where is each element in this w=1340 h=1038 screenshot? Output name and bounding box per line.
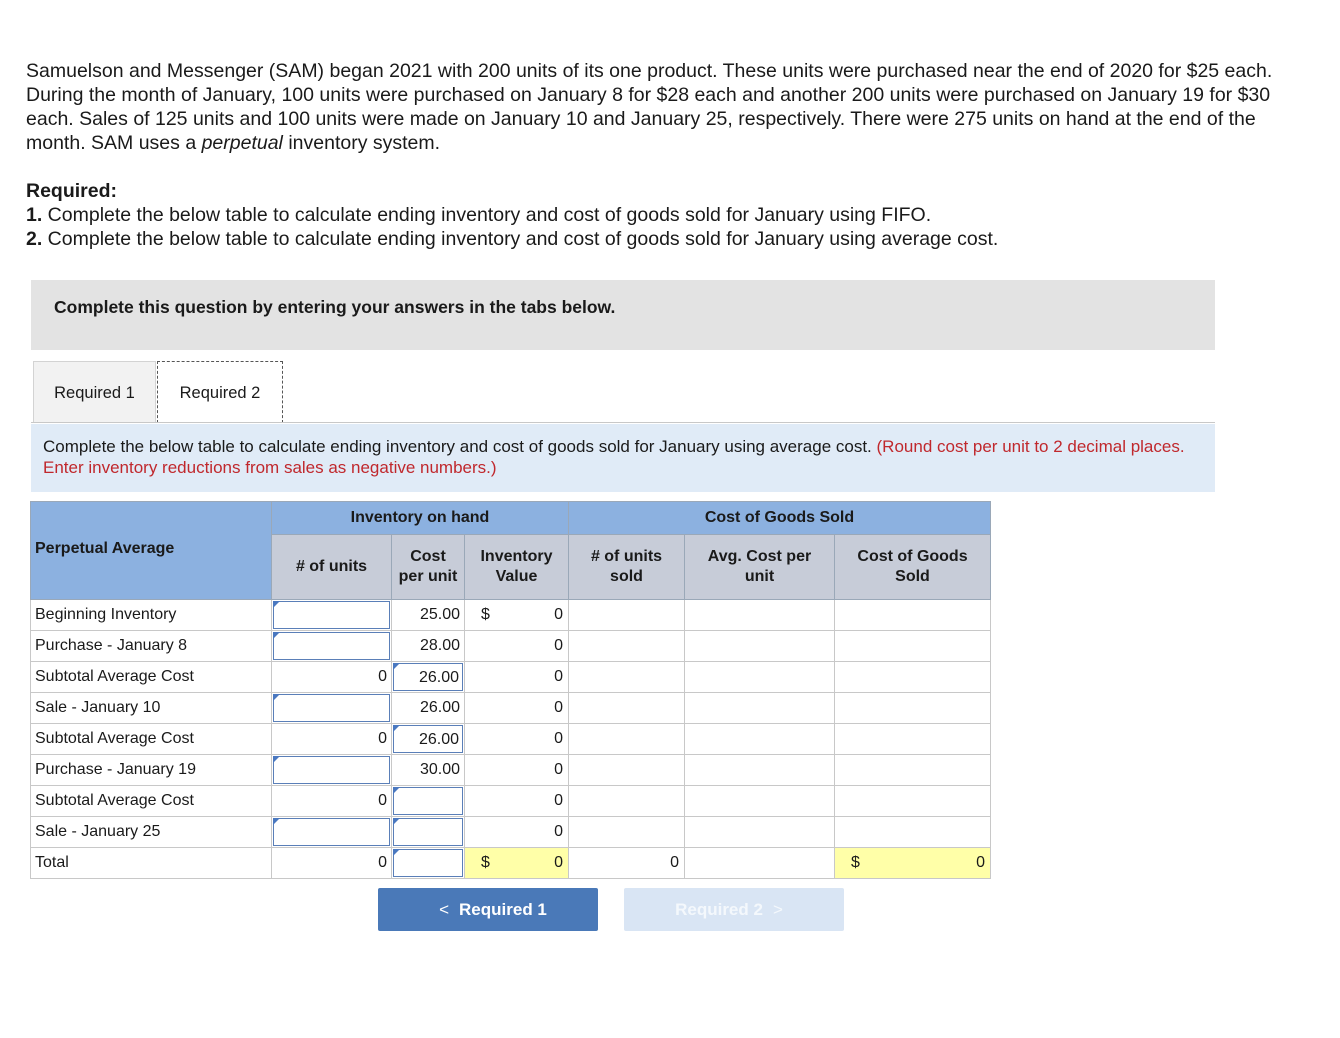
cost-cell: 28.00 [392,631,465,662]
row-label: Beginning Inventory [31,600,272,631]
cost-input[interactable] [393,818,463,846]
units-cell: 0 [272,724,392,755]
tab-required-1[interactable] [33,361,156,423]
col-avg-cost: Avg. Cost per unit [685,535,835,600]
value-cell: 0 [465,693,569,724]
row-header: Perpetual Average [31,502,272,600]
next-required-2-button[interactable] [624,888,844,931]
chevron-left-icon: < [439,900,450,919]
row-label: Sale - January 10 [31,693,272,724]
value-cell: 0 [465,786,569,817]
button-label: Required 2 [675,900,763,919]
cost-input[interactable]: 26.00 [393,725,463,753]
tab-instruction [31,424,1215,492]
button-label: Required 1 [459,900,547,919]
group-inventory-on-hand: Inventory on hand [272,502,569,535]
cost-cell: 25.00 [392,600,465,631]
cost-input[interactable]: 26.00 [393,663,463,691]
problem-statement [26,59,1286,155]
value-cell: 0 [465,662,569,693]
units-cell: 0 [272,786,392,817]
table-row [31,786,991,817]
row-label: Sale - January 25 [31,817,272,848]
table-row [31,755,991,786]
required-item-1: 1. Complete the below table to calculate ending inventory and cost of goods sold for January using FIFO. [26,204,932,226]
row-label: Total [31,848,272,879]
value-cell: 0 [465,631,569,662]
problem-text-2: inventory system. [282,132,441,154]
units-input[interactable] [273,694,390,722]
units-input[interactable] [273,601,390,629]
tab-divider [31,422,1215,423]
tab-label: Required 1 [54,384,135,402]
required-heading: Required: [26,180,118,202]
col-cogs: Cost of Goods Sold [835,535,991,600]
value-cell: 0 [465,755,569,786]
col-cost-per-unit: Cost per unit [392,535,465,600]
table-row [31,600,991,631]
cost-cell: 30.00 [392,755,465,786]
row-label: Subtotal Average Cost [31,724,272,755]
value-cell: 0 [465,724,569,755]
group-cost-of-goods-sold: Cost of Goods Sold [569,502,991,535]
units-input[interactable] [273,818,390,846]
table-row [31,817,991,848]
tab-label: Required 2 [179,384,261,402]
table-row [31,662,991,693]
units-cell: 0 [272,848,392,879]
cost-input[interactable] [393,849,463,877]
problem-text-1: Samuelson and Messenger (SAM) began 2021 with 200 units of its one product. These units were purchased near the end of 2020 for $25 each. During the month of January, 100 units were purchased on January 8 for $28 each and another 200 units were purchased on January 19 for $30 each. Sales of 125 units and 100 units were made on January 10 and January 25, respectively. There were 275 units on hand at the end of the month. SAM uses a [26,60,1273,154]
table-row [31,693,991,724]
instruction-note: (Round cost per unit to 2 decimal places. Enter inventory reductions from sales as negative numbers.) [43,437,1185,477]
units-input[interactable] [273,756,390,784]
instruction-text: Complete the below table to calculate ending inventory and cost of goods sold for January using average cost. [43,437,877,456]
cost-input[interactable] [393,787,463,815]
units-input[interactable] [273,632,390,660]
value-cell: $ 0 [465,600,569,631]
col-units: # of units [272,535,392,600]
row-label: Subtotal Average Cost [31,786,272,817]
row-label: Subtotal Average Cost [31,662,272,693]
prev-required-1-button[interactable] [378,888,598,931]
units-cell: 0 [272,662,392,693]
perpetual-average-table [30,501,991,879]
col-inventory-value: Inventory Value [465,535,569,600]
col-units-sold: # of units sold [569,535,685,600]
chevron-right-icon: > [772,900,783,919]
value-cell: 0 [465,817,569,848]
row-label: Purchase - January 8 [31,631,272,662]
total-cogs-cell: $ 0 [835,848,991,879]
table-row [31,724,991,755]
table-row [31,631,991,662]
total-units-sold-cell: 0 [569,848,685,879]
total-value-cell: $ 0 [465,848,569,879]
cost-cell: 26.00 [392,693,465,724]
total-row [31,848,991,879]
instruction-banner: Complete this question by entering your answers in the tabs below. [31,280,1215,350]
required-section [26,179,1286,251]
row-label: Purchase - January 19 [31,755,272,786]
problem-emphasis: perpetual [201,132,283,154]
required-item-2: 2. Complete the below table to calculate ending inventory and cost of goods sold for January using average cost. [26,228,999,250]
tab-required-2[interactable] [157,361,283,423]
